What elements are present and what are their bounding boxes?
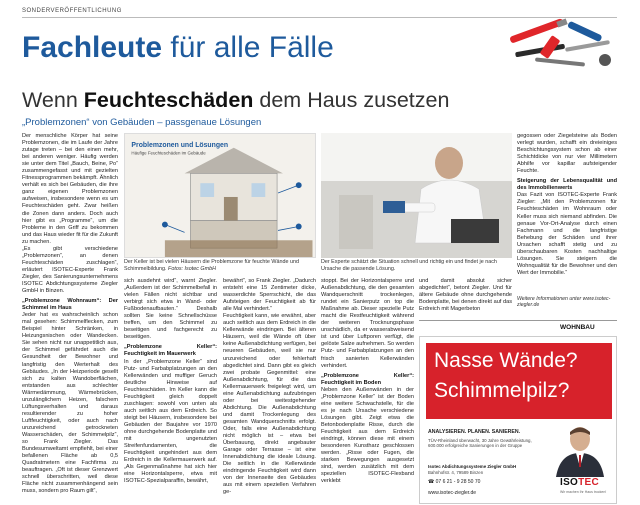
paragraph: bewährt“, so Frank Ziegler. „Dadurch entsteht eine 15 Zentimeter dicke, wasserdichte Sperrschicht, die das Aufsteigen der Feuchtigkeit ab für alle Mal verhindert.“	[223, 278, 316, 313]
info-note: Weitere Informationen unter www.isotec-ziegler.de	[517, 296, 611, 309]
section-title-light: für alle Fälle	[162, 31, 334, 64]
paragraph: und damit absolut sicher abgedichtet“, betont Ziegler. Und für ältere Gebäude ohne durchgehende Bodenplatte, bei denen direkt auf das Erdreich mit Magerbeton	[419, 278, 512, 313]
subheading: „Problemzone Wohnraum“: Der Schimmel im Haus	[22, 298, 118, 312]
figure1-caption: Der Keller ist bei vielen Häusern die Problemzone für feuchte Wände und Schimmelbildung.	[124, 259, 299, 272]
logo-right: TEC	[578, 477, 600, 488]
ad-company: Isotec Abdichtungssysteme Ziegler GmbH	[428, 464, 517, 469]
ad-description: TÜV-Rheinland überwacht, 30 Jahre Gewährleistung, 600.000 erfolgreiche Sanierungen in der Gruppe	[428, 438, 532, 449]
advertiser-portrait	[550, 423, 610, 477]
text-column-3	[223, 278, 316, 503]
logo-tagline: Wir machen Ihr Haus trocken!	[560, 490, 607, 494]
paragraph: stoppt. Bei der Horizontalsperre und Außenabdichtung, die den gesamten Wandquerschnitt trockenlegen, rundet ein Sanierputz on top die Maßnahme ab. Dieser spezielle Putz macht die Restfeuchtigkeit während der weiteren Trocknungsphase unschädlich, da er wasserabweisend ist und über Luftporen verfügt, die gelöste Salze aufnehmen. So werden Putz- und Farbabplatzungen an den frisch sanierten Kellerwänden verhindert.	[321, 278, 414, 369]
paragraph: In der „Problemzone Keller“ sind Putz- und Farbabplatzungen an den Kellerwänden und muffiger Geruch deutliche Hinweise auf Feuchteschäden. Im Keller kann die Feuchtigkeit gleich doppelt zuschlagen: sowohl von unten als auch seitlich aus dem Erdreich. So steigt bei Häusern, insbesondere bei Gebäuden der Baujahre vor 1970 ohne durchgehende Bodenplatte und mit ungenutzten Streifenfundamenten, die Feuchtigkeit ungehindert aus dem Erdreich in die Kellermauerwerk auf. „Als Gegenmaßnahme hat sich hier eine Horizontalsperre, etwa mit ISOTEC-Spezialparaffin, bewährt,	[124, 358, 217, 485]
paragraph: Der menschliche Körper hat seine Problemzonen, die im Laufe der Jahre zutage treten – bei den einen mehr, bei anderen weniger. Häufig werden sie unter dem Titel „Bauch, Beine, Po“ zusammengefasst und mit gezielten Fitnessprogrammen bekämpft. Ähnlich verhält es sich bei Gebäuden, die ihre ganz eigenen Problemzonen aufweisen, insbesondere wenn es um Feuchteschäden geht. Zwar heißen die Zonen dann anders. Doch auch hier gibt es „Programme“, um die Probleme in den Griff zu bekommen und das Haus wieder fit für die Zukunft zu machen.	[22, 133, 118, 245]
figure1-title: Problemzonen und Lösungen	[131, 141, 229, 149]
text-column-1	[22, 133, 118, 503]
phone-icon: ☎	[428, 479, 436, 485]
section-title-bold: Fachleute	[22, 31, 163, 64]
ad-address: Bahnhofstr. 4, 79589 Binzen	[428, 470, 484, 475]
ad-section-label: WOHNBAU	[560, 324, 595, 331]
paragraph: „Es gibt verschiedene „Problemzonen“, an denen Feuchteschäden zuschlagen“, erläutert ISOTEC-Experte Frank Ziegler, des Sanierungsunternehmens ISOTEC Abdichtungssysteme Ziegler GmbH in Binzen.	[22, 245, 118, 295]
headline	[22, 88, 449, 113]
figure1-credit: Fotos: Isotec GmbH	[168, 265, 216, 272]
paragraph: Neben den Außenwänden in der „Problemzone Keller“ ist der Boden eine weitere Schwachstelle, für die es je nach Ursache verschiedene Lösungen gibt. Zeigt etwa die Betonbodenplatte Risse, durch die Feuchtigkeit aus dem Erdreich eindringt, können diese mit einem besonderen Kunstharz geschlossen werden. „Risse oder Fugen, die starken Bewegungen ausgesetzt sind, werden zusätzlich mit dem speziellen ISOTEC-Flexband verklebt	[321, 386, 414, 485]
paragraph: Jeder hat es wahrscheinlich schon mal gesehen: Schimmelflecken, zum Beispiel hinter Schränken, in Heizungsnischen oder Wandecken. Sie sehen nicht nur unappetitlich aus, der Schimmel gefährdet auch die Gesundheit der Bewohner und langfristig den Werterhalt des Gebäudes. „In der Heizperiode gesellt sich zu kalten Wandoberflächen, entstanden aus schlechter Wärmedämmung, Wärmebrücken, unzulänglichem Heizen, falschem Lüftungsverhalten und daraus resultierender zu hoher Luftfeuchtigkeit, oder auch nach unzureichend getrockneten Wasserschäden, der Schimmelpilz“, so Frank Ziegler. Das Bundesumweltamt empfiehlt, bei einer befallenen Fläche ab 0,5 Quadratmetern eine Fachfirma zu beauftragen. „Oft ist dieser Grenzwert schnell überschritten, weil diese Fläche nicht zusammenhängend sein muss, sondern pro Raum gilt“,	[22, 312, 118, 495]
figure2-caption: Der Experte schätzt die Situation schnell und richtig ein und findet je nach Ursache die passende Lösung.	[321, 259, 497, 272]
ad-phone-number: 07 6 21 - 9 28 50 70	[435, 479, 481, 485]
text-column-6	[517, 133, 617, 293]
isotec-logo	[560, 477, 599, 488]
paragraph: sich ausdehnt wird“, warnt Ziegler. „Außerdem ist der Schimmelbefall in vielen Fällen nicht sichtbar und verbirgt sich etwa in Wand- oder Fußbodenaufbauten.“ Deshalb sollten Sie keine Schnellschüsse treffen, um den Schimmel zu beseitigen und fachgerecht zu beseitigen.	[124, 278, 217, 341]
ad-phone[interactable]	[428, 479, 480, 485]
text-column-4	[321, 278, 414, 503]
headline-post: dem Haus zusetzen	[253, 88, 450, 112]
ad-headline-1: Nasse Wände?	[434, 349, 578, 372]
expert-photo	[321, 133, 512, 258]
figure1-caption-block	[124, 259, 316, 272]
subheading: Steigerung der Lebensqualität und des Immobilienwerts	[517, 178, 617, 192]
ad-headline-2: Schimmelpilz?	[434, 379, 570, 402]
kicker: SONDERVERÖFFENTLICHUNG	[22, 8, 122, 14]
isotec-advertisement[interactable]	[419, 336, 617, 504]
section-title	[22, 33, 334, 63]
subheading: „Problemzone Keller“: Feuchtigkeit im Mauerwerk	[124, 344, 217, 358]
text-column-2	[124, 278, 217, 503]
subheading: „Problemzone Keller“: Feuchtigkeit im Boden	[321, 372, 414, 386]
headline-bold: Feuchteschäden	[83, 88, 254, 112]
ad-banner	[426, 343, 612, 419]
figure1-subtitle: Häufige Feuchteschäden im Gebäude	[131, 150, 206, 156]
paragraph: Feuchtigkeit kann, wie erwähnt, aber auch seitlich aus dem Erdreich in die Kellerwände eindringen. Bei älteren Häusern, weil die Wände oft über keine Außenabdichtung verfügen, bei neueren Gebäuden, weil sie nur unzureichend oder fehlerhaft abgedichtet sind. Dann gibt es gleich zwei probate Gegenmittel: eine Außenabdichtung, für die das Kellermauerwerk freigelegt wird, um eine Außenabdichtung aufzubringen oder bei weitestgehender Abdichtung. Die Außenabdichtung und damit Trockenlegung des gesamten Wandquerschnitts erfolgt. Oder, falls eine Außenabdichtung nicht möglich ist – etwa bei Überbauung, direkt angebauter Garage oder Terrasse – ist eine Innenabdichtung die ideale Lösung. Die seitlich in die Kellerwände eindringende Feuchtigkeit wird dann von der Innenseite des Gebäudes aus mit einem speziellen Verfahren ge-	[223, 313, 316, 496]
paragraph: gegossen oder Ziegelsteine als Boden verlegt wurden, schafft ein dreieiniges Beschichtungssystem schon ab einer Schichtdicke von nur vier Millimetern Abhilfe vor kapillar aufsteigender Feuchte.	[517, 133, 617, 175]
tool-set-icon	[505, 18, 623, 74]
ad-rule	[419, 320, 617, 321]
subhead: „Problemzonen“ von Gebäuden – passgenaue Lösungen	[22, 117, 262, 128]
paragraph: Das Fazit von ISOTEC-Experte Frank Ziegler: „Mit den Problemzonen für Feuchteschäden im Wohnraum oder Keller muss sich niemand abfinden. Die genaue Vor-Ort-Analyse durch einen Fachmann und die langfristige Behebung der Schäden und ihrer Ursachen schafft stetig und zu überschaubaren Kosten nachhaltige Lösungen. Sie steigern die Wohnqualität für die Bewohner und den Wert der Immobilie.“	[517, 192, 617, 276]
headline-pre: Wenn	[22, 88, 84, 112]
ad-slogan: ANALYSIEREN. PLANEN. SANIEREN.	[428, 429, 521, 435]
house-diagram-figure	[124, 133, 316, 258]
ad-website-link[interactable]: www.isotec-ziegler.de	[428, 490, 477, 496]
logo-left: ISO	[560, 477, 579, 488]
